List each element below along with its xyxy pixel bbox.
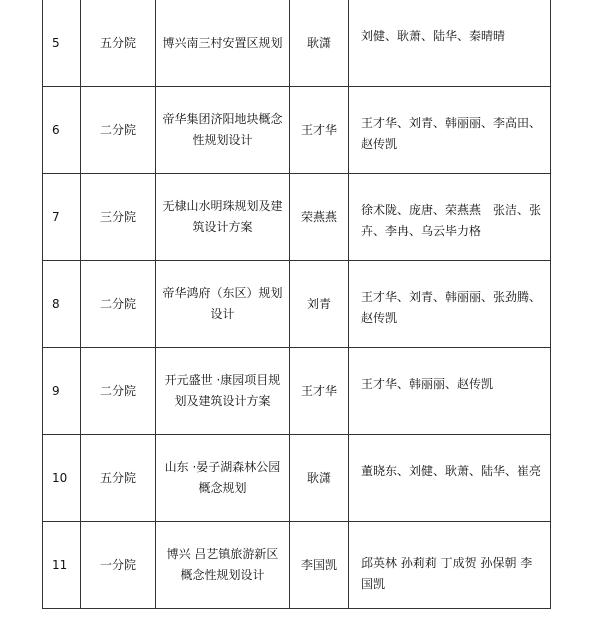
team-members-cell: 王才华、韩丽丽、赵传凯	[349, 348, 551, 435]
project-name-cell: 博兴南三村安置区规划	[156, 0, 290, 87]
department-cell: 一分院	[81, 522, 156, 609]
table-row	[43, 522, 551, 609]
department-cell: 五分院	[81, 0, 156, 87]
project-lead-cell: 荣燕燕	[290, 174, 349, 261]
department-cell: 二分院	[81, 87, 156, 174]
project-lead-cell: 李国凯	[290, 522, 349, 609]
department-cell: 二分院	[81, 261, 156, 348]
project-lead-cell: 王才华	[290, 87, 349, 174]
row-number: 10	[43, 435, 81, 522]
row-number: 11	[43, 522, 81, 609]
team-members-cell: 刘健、耿萧、陆华、秦晴晴	[349, 0, 551, 87]
table-row	[43, 435, 551, 522]
department-cell: 二分院	[81, 348, 156, 435]
team-members-cell: 徐术陇、庞唐、荣燕燕 张洁、张卉、李冉、乌云毕力格	[349, 174, 551, 261]
row-number: 7	[43, 174, 81, 261]
project-name-cell: 开元盛世 ·康园项目规划及建筑设计方案	[156, 348, 290, 435]
project-lead-cell: 耿潇	[290, 435, 349, 522]
table-row	[43, 87, 551, 174]
row-number: 9	[43, 348, 81, 435]
department-cell: 三分院	[81, 174, 156, 261]
department-cell: 五分院	[81, 435, 156, 522]
team-members-cell: 邱英林 孙莉莉 丁成贺 孙保朝 李国凯	[349, 522, 551, 609]
table-row	[43, 0, 551, 87]
table-row	[43, 348, 551, 435]
team-members-cell: 王才华、刘青、韩丽丽、张劲腾、赵传凯	[349, 261, 551, 348]
project-table	[42, 0, 551, 609]
project-name-cell: 无棣山水明珠规划及建筑设计方案	[156, 174, 290, 261]
row-number: 6	[43, 87, 81, 174]
project-name-cell: 博兴 吕艺镇旅游新区概念性规划设计	[156, 522, 290, 609]
table-row	[43, 174, 551, 261]
project-name-cell: 帝华集团济阳地块概念性规划设计	[156, 87, 290, 174]
team-members-cell: 王才华、刘青、韩丽丽、李高田、赵传凯	[349, 87, 551, 174]
project-lead-cell: 刘青	[290, 261, 349, 348]
team-members-cell: 董晓东、刘健、耿萧、陆华、崔亮	[349, 435, 551, 522]
project-name-cell: 帝华鸿府（东区）规划设计	[156, 261, 290, 348]
row-number: 5	[43, 0, 81, 87]
project-lead-cell: 耿潇	[290, 0, 349, 87]
project-lead-cell: 王才华	[290, 348, 349, 435]
project-name-cell: 山东 ·晏子湖森林公园概念规划	[156, 435, 290, 522]
table-row	[43, 261, 551, 348]
row-number: 8	[43, 261, 81, 348]
